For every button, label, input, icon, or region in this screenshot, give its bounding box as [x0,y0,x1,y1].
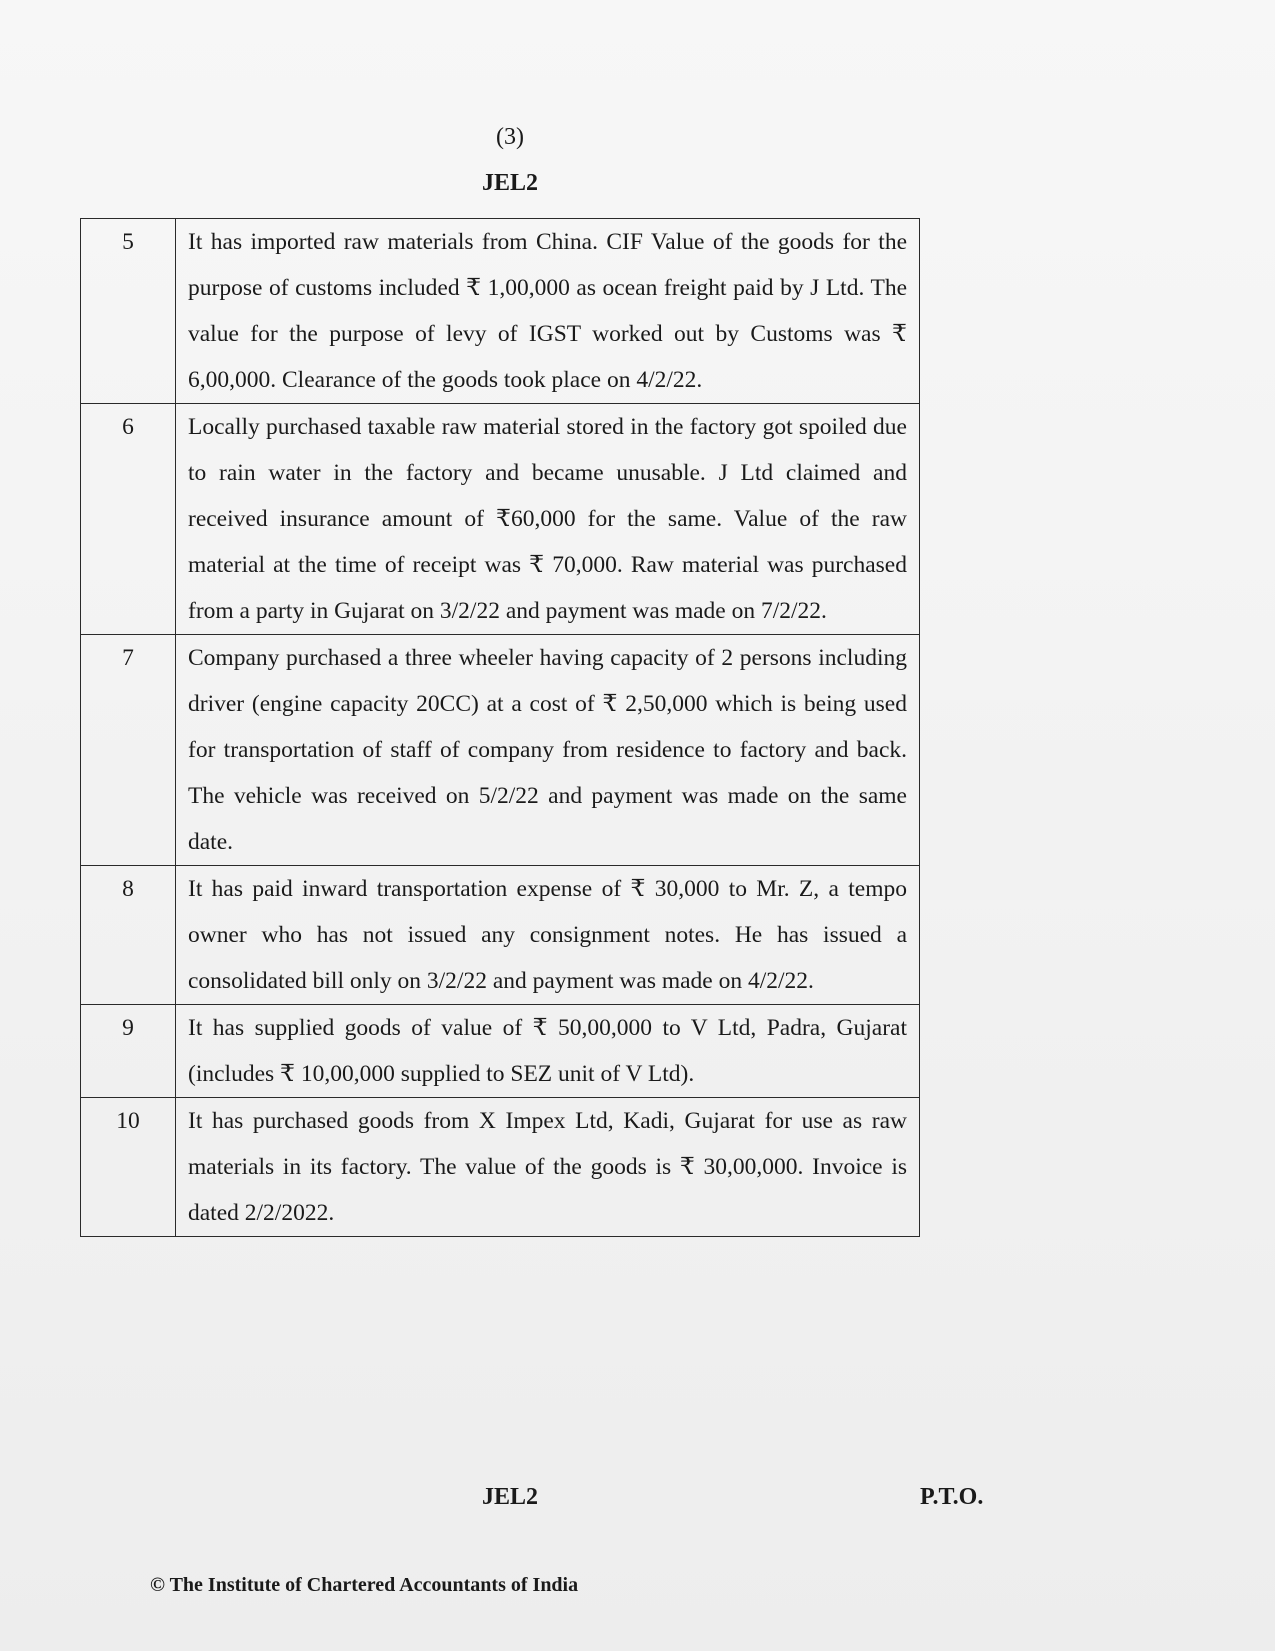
row-number: 7 [81,635,176,866]
table-row [81,866,920,1005]
paper-code-footer: JEL2 [481,1484,538,1510]
table-row [81,1098,920,1237]
row-number: 10 [81,1098,176,1237]
row-text: It has supplied goods of value of ₹ 50,00,000 to V Ltd, Padra, Gujarat (includes ₹ 10,00,000 supplied to SEZ unit of V Ltd). [176,1005,920,1098]
row-text: It has imported raw materials from China. CIF Value of the goods for the purpose of customs included ₹ 1,00,000 as ocean freight paid by J Ltd. The value for the purpose of levy of IGST worked out by Customs was ₹ 6,00,000. Clearance of the goods took place on 4/2/22. [176,219,920,404]
table-row [81,1005,920,1098]
table-row [81,635,920,866]
table-row [81,404,920,635]
row-number: 5 [81,219,176,404]
row-number: 9 [81,1005,176,1098]
pto-label: P.T.O. [920,1484,984,1510]
row-text: Company purchased a three wheeler having capacity of 2 persons including driver (engine capacity 20CC) at a cost of ₹ 2,50,000 which is being used for transportation of staff of company from residence to factory and back. The vehicle was received on 5/2/22 and payment was made on the same date. [176,635,920,866]
row-number: 6 [81,404,176,635]
question-table [80,218,920,1237]
table-row [81,219,920,404]
page-number: (3) [496,124,524,150]
row-text: It has paid inward transportation expense of ₹ 30,000 to Mr. Z, a tempo owner who has not issued any consignment notes. He has issued a consolidated bill only on 3/2/22 and payment was made on 4/2/22. [176,866,920,1005]
paper-code-header: JEL2 [481,170,538,196]
row-number: 8 [81,866,176,1005]
row-text: It has purchased goods from X Impex Ltd, Kadi, Gujarat for use as raw materials in its factory. The value of the goods is ₹ 30,00,000. Invoice is dated 2/2/2022. [176,1098,920,1237]
copyright-notice: © The Institute of Chartered Accountants of India [150,1574,579,1596]
row-text: Locally purchased taxable raw material stored in the factory got spoiled due to rain water in the factory and became unusable. J Ltd claimed and received insurance amount of ₹60,000 for the same. Value of the raw material at the time of receipt was ₹ 70,000. Raw material was purchased from a party in Gujarat on 3/2/22 and payment was made on 7/2/22. [176,404,920,635]
